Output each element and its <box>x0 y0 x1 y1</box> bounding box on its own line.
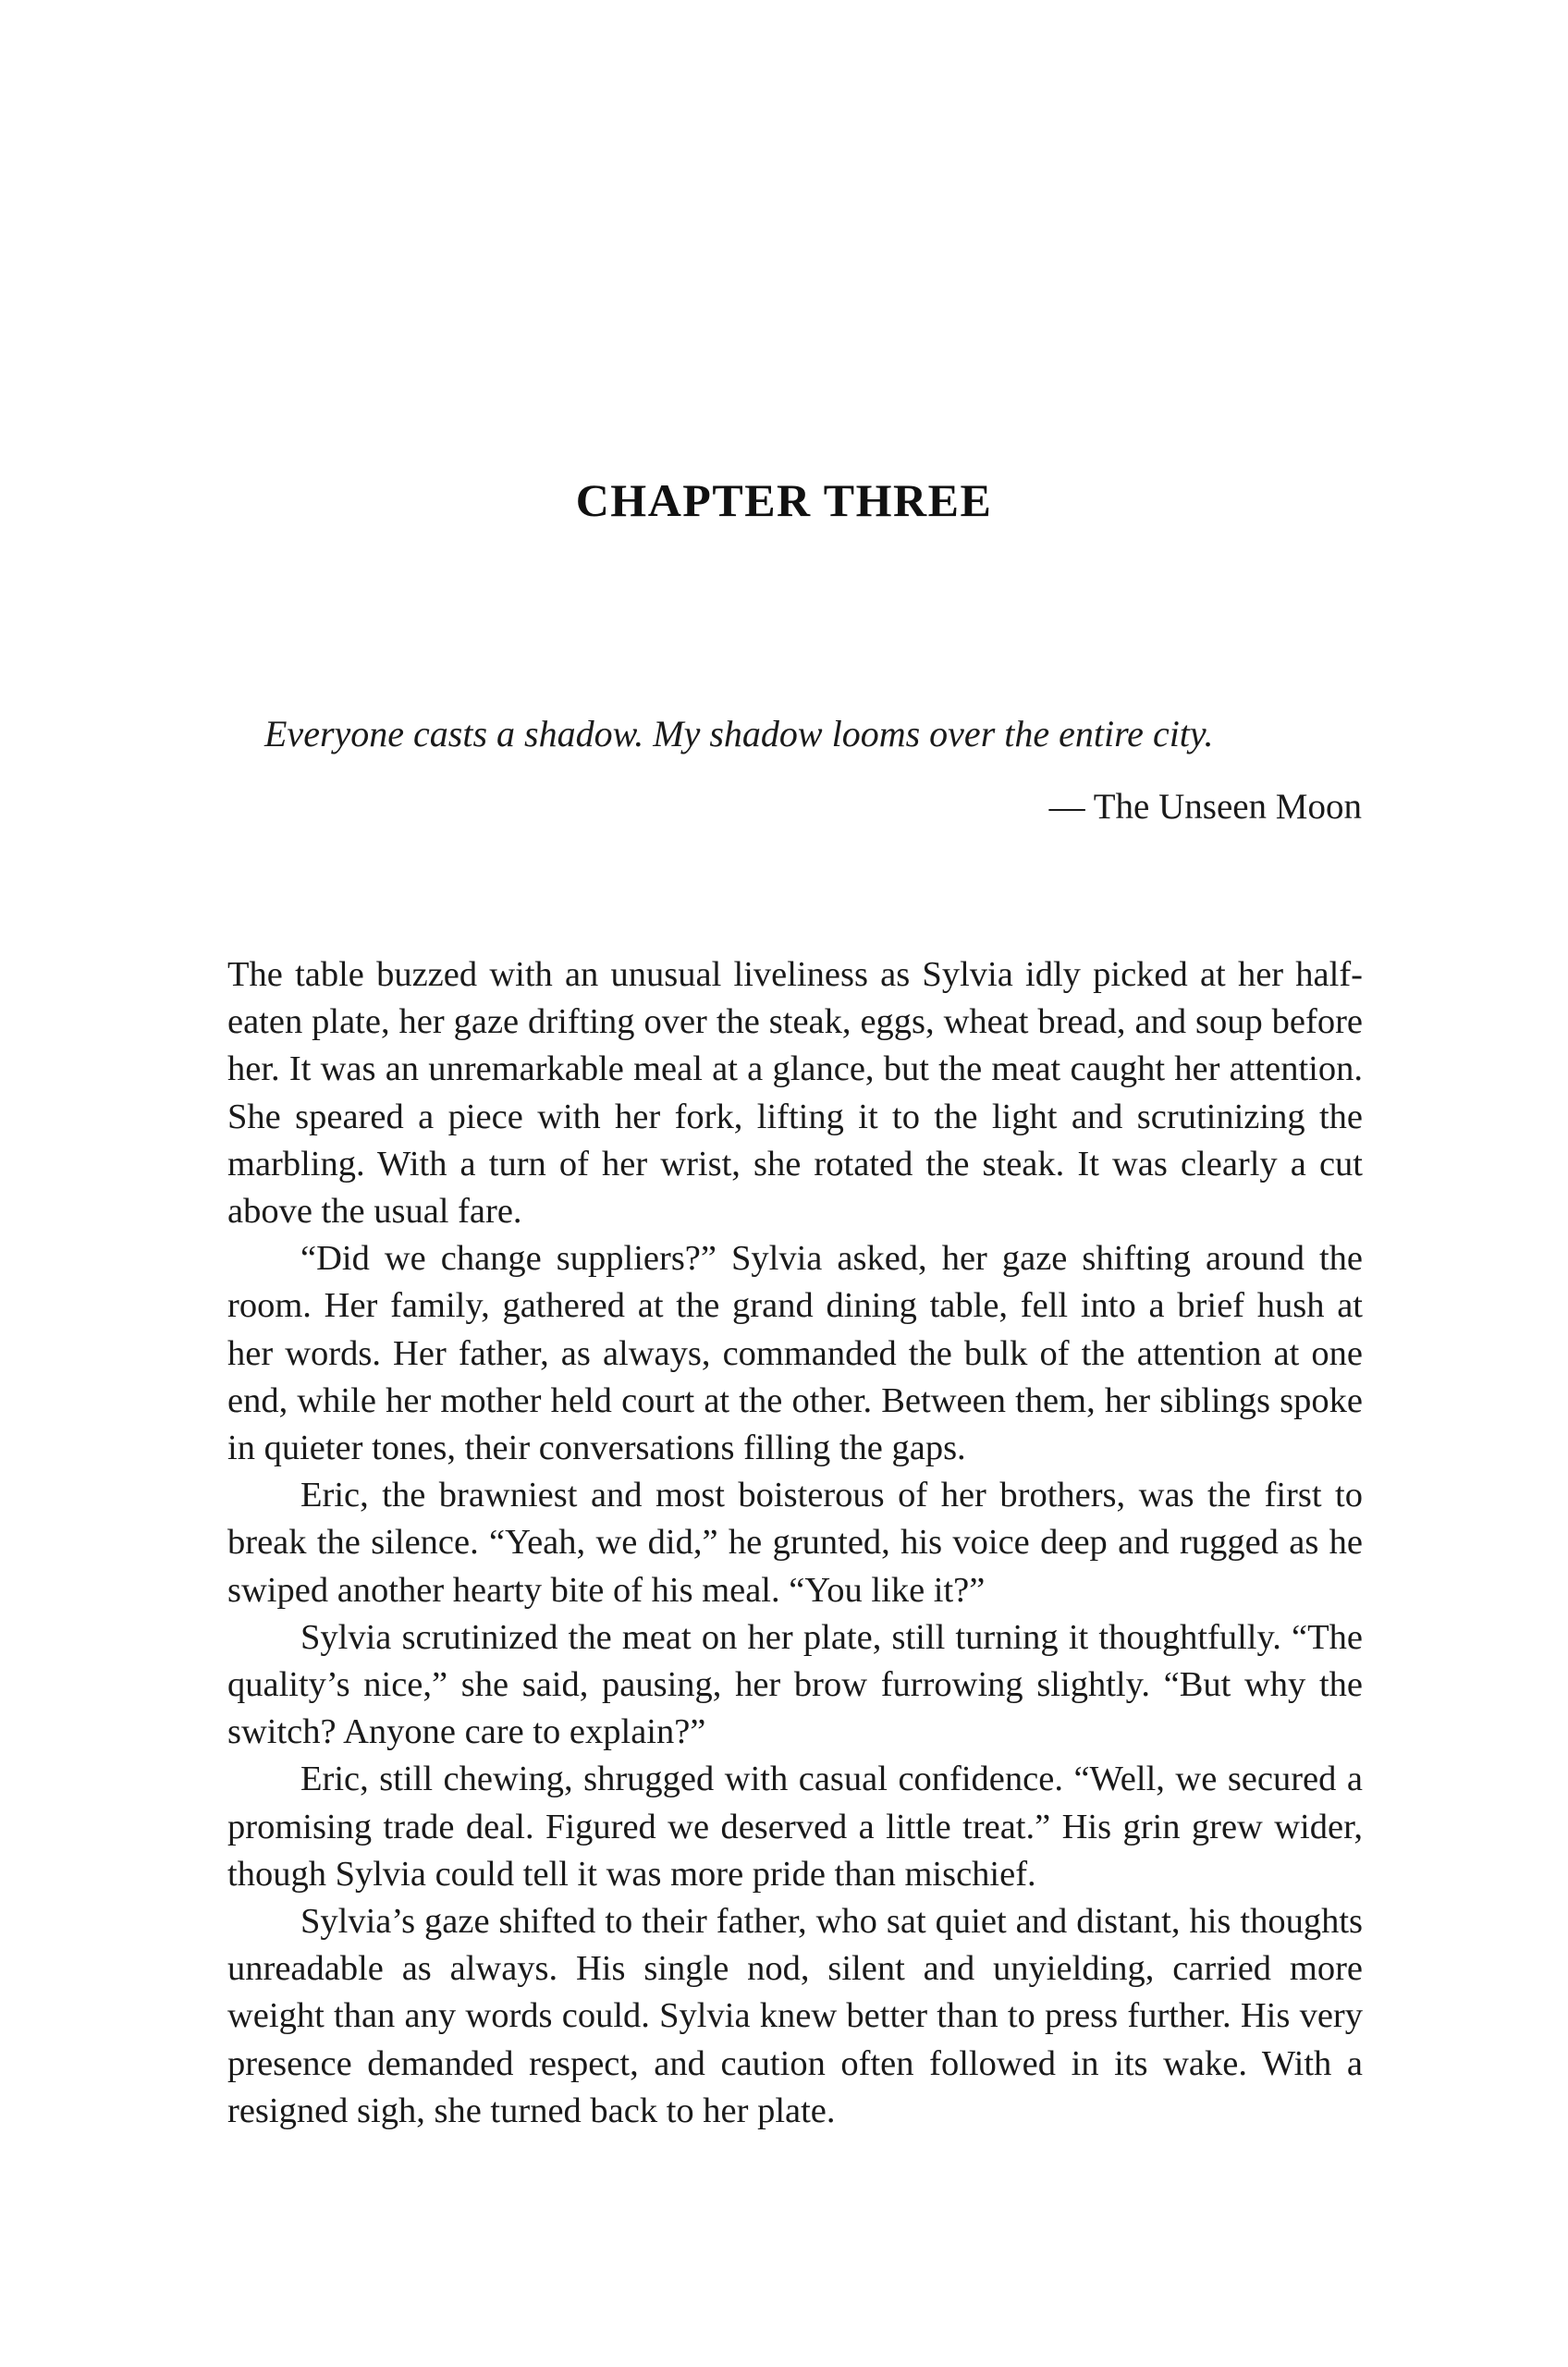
body-paragraph: The table buzzed with an unusual liveliness as Sylvia idly picked at her half-eaten plate, her gaze drifting over the steak, eggs, wheat bread, and soup before her. It was an unremarkable meal at a glance, but the meat caught her attention. She speared a piece with her fork, lifting it to the light and scrutinizing the marbling. With a turn of her wrist, she rotated the steak. It was clearly a cut above the usual fare. <box>227 955 1363 1232</box>
chapter-body <box>227 951 1363 2135</box>
body-paragraph: Eric, the brawniest and most boisterous of her brothers, was the first to break the silence. “Yeah, we did,” he grunted, his voice deep and rugged as he swiped another hearty bite of his meal. “You like it?” <box>227 1476 1363 1610</box>
body-paragraph: Sylvia’s gaze shifted to their father, who sat quiet and distant, his thoughts unreadable as always. His single nod, silent and unyielding, carried more weight than any words could. Sylvia knew better than to press further. His very presence demanded respect, and caution often followed in its wake. With a resigned sigh, she turned back to her plate. <box>227 1902 1363 2130</box>
body-paragraph: “Did we change suppliers?” Sylvia asked, her gaze shifting around the room. Her family, gathered at the grand dining table, fell into a brief hush at her words. Her father, as always, commanded the bulk of the attention at one end, while her mother held court at the other. Between them, her siblings spoke in quieter tones, their conversations filling the gaps. <box>227 1239 1363 1468</box>
epigraph-quote: Everyone casts a shadow. My shadow looms over the entire city. <box>264 713 1214 754</box>
body-paragraph: Eric, still chewing, shrugged with casual confidence. “Well, we secured a promising trade deal. Figured we deserved a little treat.” His grin grew wider, though Sylvia could tell it was more pride than mischief. <box>227 1760 1363 1894</box>
epigraph-attribution: — The Unseen Moon <box>1048 787 1362 827</box>
chapter-title: CHAPTER THREE <box>575 474 993 526</box>
body-paragraph: Sylvia scrutinized the meat on her plate, still turning it thoughtfully. “The quality’s nice,” she said, pausing, her brow furrowing slightly. “But why the switch? Anyone care to explain?” <box>227 1617 1363 1752</box>
